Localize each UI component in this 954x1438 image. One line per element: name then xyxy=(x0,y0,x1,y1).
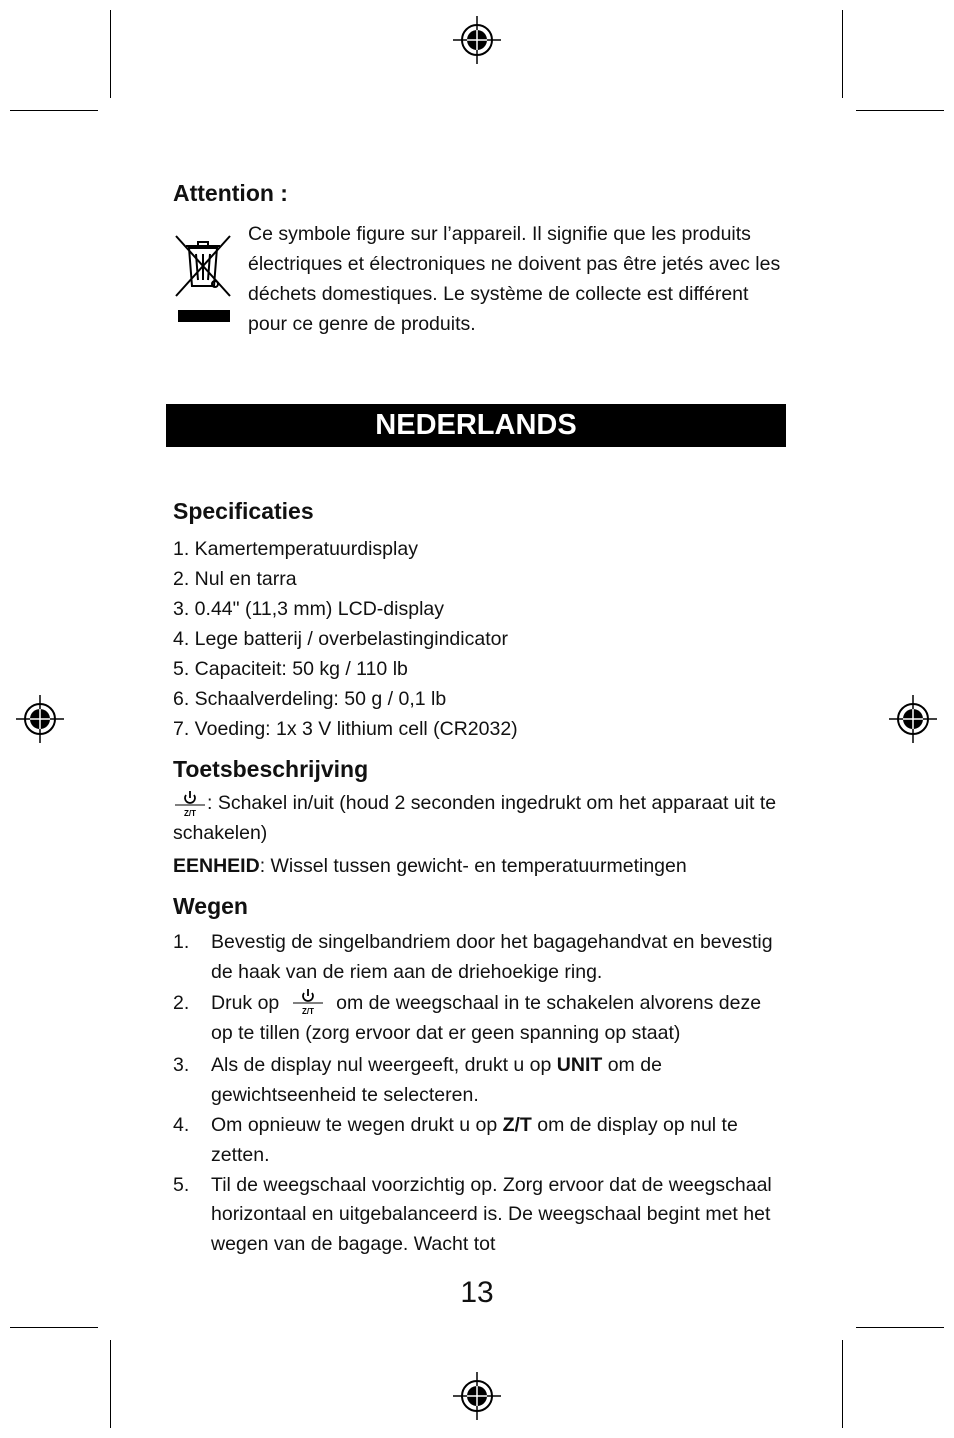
list-item: 2. Nul en tarra xyxy=(173,568,297,590)
specificaties-heading: Specificaties xyxy=(173,498,314,524)
registration-mark-icon xyxy=(452,15,502,65)
list-item-text-pre: Als de display nul weergeeft, drukt u op xyxy=(211,1053,557,1076)
wegen-heading: Wegen xyxy=(173,893,248,919)
list-item-text: Til de weegschaal voorzichtig op. Zorg ervoor dat de weegschaal horizontaal en uitgebalanceerd is. De weegschaal begint met het wegen van de bagage. Wacht tot xyxy=(211,1173,772,1256)
language-banner-label: NEDERLANDS xyxy=(375,409,577,441)
list-item-number: 5. xyxy=(173,1173,190,1196)
list-item: 1. Kamertemperatuurdisplay xyxy=(173,538,418,560)
list-item-number: 3. xyxy=(173,1053,190,1076)
list-item xyxy=(173,1051,785,1110)
attention-heading: Attention : xyxy=(173,180,288,206)
list-item-number: 4. xyxy=(173,1114,190,1137)
list-item xyxy=(173,1171,785,1260)
crop-mark xyxy=(856,1327,944,1328)
list-item: 7. Voeding: 1x 3 V lithium cell (CR2032) xyxy=(173,718,518,740)
list-item-text-pre: Druk op xyxy=(211,992,280,1015)
unit-key-text: : Wissel tussen gewicht- en temperatuurmetingen xyxy=(259,855,687,877)
list-item xyxy=(173,989,785,1048)
page-number: 13 xyxy=(460,1276,494,1309)
list-item xyxy=(173,928,785,987)
crop-mark xyxy=(842,10,843,98)
wegen-list xyxy=(173,928,785,1260)
crop-mark xyxy=(110,10,111,98)
crop-mark xyxy=(10,110,98,111)
registration-mark-icon xyxy=(888,694,938,744)
list-item-number: 2. xyxy=(173,992,190,1015)
crop-mark xyxy=(842,1340,843,1428)
power-zt-icon xyxy=(291,990,325,1018)
language-banner xyxy=(166,404,786,447)
spec-list xyxy=(173,534,518,744)
attention-text: Ce symbole figure sur l’appareil. Il signifie que les produits électriques et électroniques ne doivent pas être jetés avec les déchets domestiques. Le système de collecte est différent pour ce genre de produits. xyxy=(248,223,781,335)
list-item: 3. 0.44" (11,3 mm) LCD-display xyxy=(173,598,444,620)
zt-icon-label: Z/T xyxy=(184,808,196,818)
registration-mark-icon xyxy=(452,1371,502,1421)
list-item: 5. Capaciteit: 50 kg / 110 lb xyxy=(173,658,408,680)
list-item-number: 1. xyxy=(173,931,190,953)
power-key-description xyxy=(173,788,785,848)
toetsbeschrijving-heading: Toetsbeschrijving xyxy=(173,756,369,782)
list-item-text-pre: Om opnieuw te wegen drukt u op xyxy=(211,1114,503,1137)
list-item xyxy=(173,1111,785,1170)
list-item-text: Bevestig de singelbandriem door het bagagehandvat en bevestig de haak van de riem aan de driehoekige ring. xyxy=(211,931,773,983)
list-item-text-bold: Z/T xyxy=(502,1114,532,1137)
crop-mark xyxy=(10,1327,98,1328)
list-item: 4. Lege batterij / overbelastingindicator xyxy=(173,628,508,650)
registration-mark-icon xyxy=(15,694,65,744)
list-item-text-post: om de display op nul te zetten. xyxy=(211,1114,738,1166)
power-key-text: : Schakel in/uit (houd 2 seconden ingedrukt om het apparaat uit te schakelen) xyxy=(173,792,777,844)
list-item-text-post: om de weegschaal in te schakelen alvorens deze op te tillen (zorg ervoor dat er geen spanning op staat) xyxy=(211,992,762,1045)
list-item: 6. Schaalverdeling: 50 g / 0,1 lb xyxy=(173,688,447,710)
weee-bin-icon xyxy=(172,230,234,324)
crop-mark xyxy=(856,110,944,111)
unit-key-label: EENHEID xyxy=(173,855,260,877)
unit-key-description xyxy=(173,851,785,881)
zt-icon-label: Z/T xyxy=(301,1007,314,1017)
crop-mark xyxy=(110,1340,111,1428)
list-item-text-bold: UNIT xyxy=(556,1053,603,1076)
list-item-text-post: om de gewichtseenheid te selecteren. xyxy=(211,1053,662,1106)
power-zt-icon xyxy=(173,790,207,818)
